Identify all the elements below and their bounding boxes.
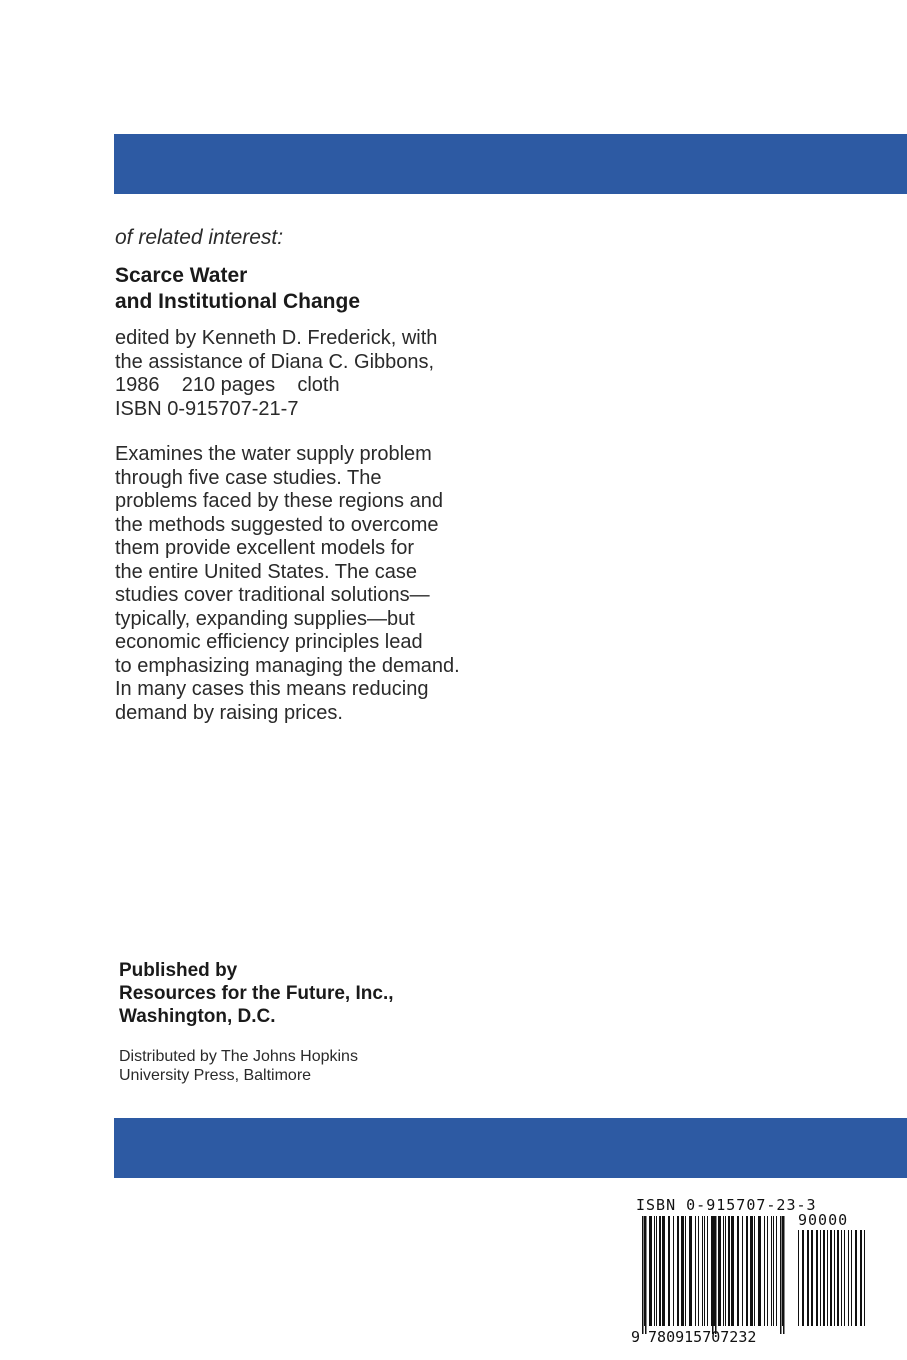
ean-left-digits: 780915 [648, 1328, 703, 1346]
book-description [115, 443, 485, 725]
top-color-band [114, 134, 907, 194]
ean-lead-digit: 9 [631, 1328, 641, 1346]
distributor-line: Distributed by The Johns Hopkins [119, 1048, 358, 1065]
barcode-price-code: 90000 [798, 1211, 849, 1229]
description-line: studies cover traditional solutions— [115, 584, 430, 606]
description-line: problems faced by these regions and [115, 490, 443, 512]
related-interest-heading: of related interest: [115, 226, 284, 249]
book-editor-line: the assistance of Diana C. Gibbons, [115, 350, 435, 373]
description-line: typically, expanding supplies—but [115, 607, 415, 630]
description-line: the entire United States. The case [115, 560, 418, 583]
description-line: economic efficiency principles lead [115, 631, 423, 653]
book-isbn: ISBN 0-915707-21-7 [115, 397, 299, 420]
description-line: demand by raising prices. [115, 701, 343, 724]
publisher-line: Washington, D.C. [119, 1006, 276, 1027]
publisher-block [119, 959, 394, 1028]
publisher-line: Published by [119, 960, 238, 981]
publisher-line: Resources for the Future, Inc., [119, 983, 394, 1004]
bottom-color-band [114, 1118, 907, 1178]
book-title-line: Scarce Water [115, 264, 248, 287]
description-line: the methods suggested to overcome [115, 513, 439, 536]
book-title [115, 263, 360, 315]
description-line: them provide excellent models for [115, 537, 415, 559]
distributor-block [119, 1047, 358, 1085]
barcode-isbn-label: ISBN 0-915707-23-3 [636, 1196, 817, 1214]
description-line: through five case studies. The [115, 466, 382, 489]
description-line: Examines the water supply problem [115, 443, 432, 465]
description-line: to emphasizing managing the demand. [115, 654, 460, 677]
ean-right-digits: 707232 [702, 1328, 757, 1346]
book-title-line: and Institutional Change [115, 290, 360, 313]
book-publication-info: 1986 210 pages cloth [115, 374, 340, 396]
distributor-line: University Press, Baltimore [119, 1067, 312, 1084]
book-editor-line: edited by Kenneth D. Frederick, with [115, 327, 438, 349]
description-line: In many cases this means reducing [115, 678, 429, 700]
barcode [628, 1196, 868, 1348]
book-details [115, 327, 437, 421]
barcode-ean-digits [631, 1328, 756, 1346]
